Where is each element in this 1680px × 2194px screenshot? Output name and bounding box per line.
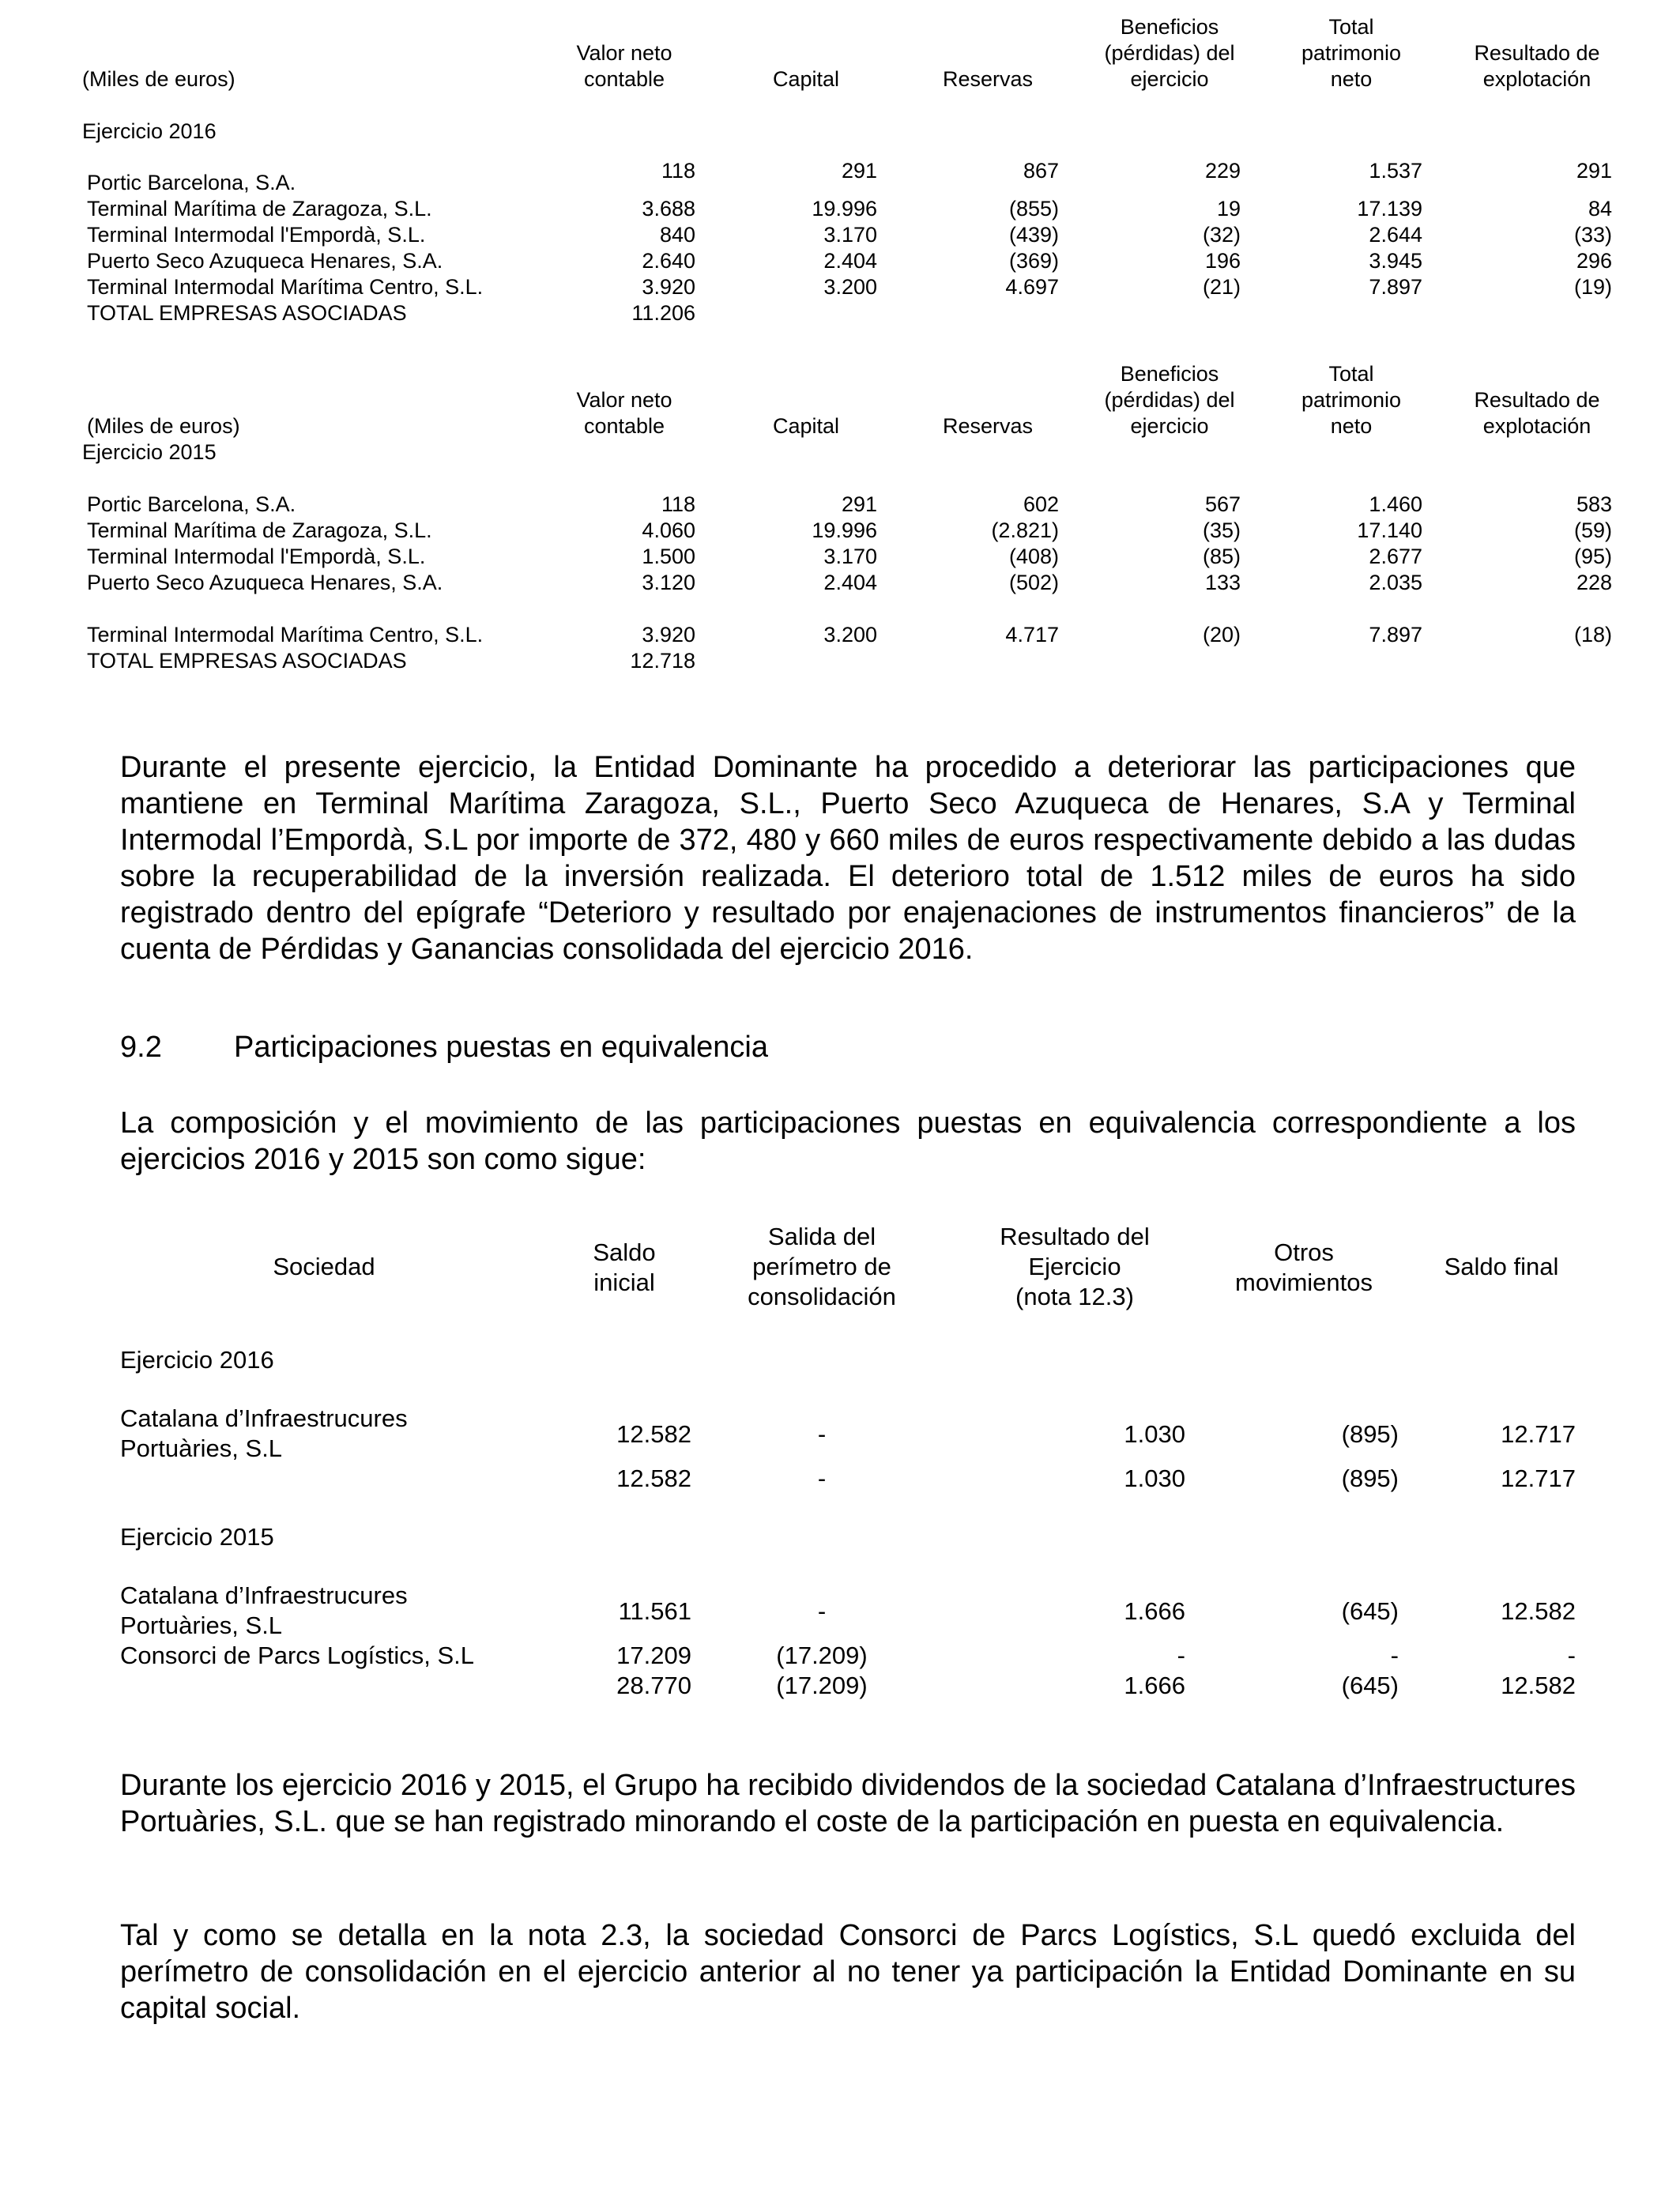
cell-value: -: [1567, 1642, 1576, 1669]
year-label: Ejercicio 2015: [82, 440, 217, 464]
header-total-patrimonio: [1272, 14, 1430, 92]
name-line: Catalana d’Infraestrucures: [120, 1581, 408, 1609]
header-line: Saldo: [593, 1238, 656, 1266]
cell-value: (2.821): [991, 518, 1059, 542]
subtotal-value: (645): [1341, 1672, 1399, 1699]
header-line: neto: [1330, 414, 1373, 438]
header-sociedad: Sociedad: [273, 1253, 375, 1280]
company-name: Terminal Intermodal l'Empordà, S.L.: [87, 223, 426, 247]
paragraph-consolidation: Tal y como se detalla en la nota 2.3, la sociedad Consorci de Parcs Logístics, S.L quedó excluida del perímetro de consolidación en el ejercicio anterior al no tener ya participación la Entidad Dominante en su capital social.: [120, 1919, 1576, 2025]
cell-value: 2.404: [823, 249, 877, 273]
cell-value: 2.640: [642, 249, 695, 273]
paragraph-impairment: Durante el presente ejercicio, la Entidad Dominante ha procedido a deteriorar las participaciones que mantiene en Terminal Marítima Zaragoza, S.L., Puerto Seco Azuqueca de Henares, S.A y Terminal Intermodal l’Empordà, S.L por importe de 372, 480 y 660 miles de euros respectivamente debido a las dudas sobre la recuperabilidad de la inversión realizada. El deterioro total de 1.512 miles de euros ha sido registrado dentro del epígrafe “Deterioro y resultado por enajenaciones de instrumentos financieros” de la cuenta de Pérdidas y Ganancias consolidada del ejercicio 2016.: [120, 751, 1576, 966]
cell-value: (32): [1202, 223, 1241, 247]
total-value: 11.206: [631, 301, 695, 325]
cell-value: 867: [1023, 159, 1059, 183]
header-beneficios: [1083, 361, 1256, 439]
header-line: (pérdidas) del: [1104, 41, 1235, 65]
cell-value: 17.209: [616, 1642, 691, 1669]
cell-value: 1.460: [1369, 492, 1422, 516]
header-line: Valor neto: [576, 41, 672, 65]
header-saldo-inicial: [553, 1238, 695, 1298]
cell-value: (408): [1008, 545, 1059, 568]
cell-value: 84: [1588, 197, 1612, 221]
cell-value: 2.677: [1369, 545, 1422, 568]
name-line: Catalana d’Infraestrucures: [120, 1404, 408, 1432]
cell-value: 196: [1204, 249, 1241, 273]
header-line: ejercicio: [1130, 67, 1209, 91]
header-line: Resultado de: [1474, 388, 1600, 412]
header-reservas: Reservas: [942, 414, 1034, 438]
cell-value: 3.688: [642, 197, 695, 221]
company-name: Consorci de Parcs Logístics, S.L: [120, 1642, 474, 1669]
header-resultado-explotacion: [1446, 40, 1628, 92]
subtotal-value: 12.582: [616, 1465, 691, 1492]
cell-value: 2.035: [1369, 571, 1422, 594]
company-name: Portic Barcelona, S.A.: [87, 492, 296, 516]
company-name: Terminal Marítima de Zaragoza, S.L.: [87, 197, 432, 221]
header-line: Beneficios: [1120, 362, 1219, 386]
cell-value: 291: [841, 492, 877, 516]
section-title: Participaciones puestas en equivalencia: [234, 1031, 768, 1064]
cell-value: (18): [1573, 623, 1612, 647]
header-line: Resultado de: [1474, 41, 1600, 65]
cell-value: 2.644: [1369, 223, 1422, 247]
header-otros-movimientos: [1193, 1238, 1414, 1298]
subtotal-value: -: [817, 1465, 827, 1492]
header-resultado-ejercicio: [956, 1222, 1193, 1312]
cell-value: 12.717: [1501, 1420, 1576, 1448]
cell-value: 602: [1023, 492, 1059, 516]
header-line: Otros: [1274, 1238, 1334, 1266]
header-line: Resultado del: [1000, 1223, 1150, 1250]
cell-value: (21): [1202, 275, 1241, 299]
cell-value: (33): [1573, 223, 1612, 247]
header-line: Salida del: [767, 1223, 876, 1250]
cell-value: (855): [1008, 197, 1059, 221]
header-line: (nota 12.3): [1015, 1283, 1134, 1310]
header-line: (pérdidas) del: [1104, 388, 1235, 412]
subtotal-value: 1.666: [1124, 1672, 1185, 1699]
cell-value: 11.561: [618, 1597, 691, 1625]
cell-value: 2.404: [823, 571, 877, 594]
cell-value: -: [817, 1420, 827, 1448]
cell-value: (95): [1573, 545, 1612, 568]
subtotal-value: 1.030: [1124, 1465, 1185, 1492]
unit-label: (Miles de euros): [82, 67, 235, 91]
header-line: neto: [1330, 67, 1373, 91]
cell-value: 19.996: [812, 518, 877, 542]
cell-value: 118: [661, 159, 695, 183]
name-line: Portuàries, S.L: [120, 1612, 283, 1639]
cell-value: 12.582: [616, 1420, 691, 1448]
header-line: inicial: [593, 1269, 655, 1296]
unit-label: (Miles de euros): [87, 414, 240, 438]
cell-value: -: [1177, 1642, 1185, 1669]
cell-value: 3.200: [823, 623, 877, 647]
cell-value: (59): [1573, 518, 1612, 542]
cell-value: 583: [1576, 492, 1612, 516]
cell-value: -: [817, 1597, 827, 1625]
header-line: explotación: [1482, 67, 1591, 91]
cell-value: (502): [1008, 571, 1059, 594]
cell-value: 19.996: [812, 197, 877, 221]
cell-value: 228: [1576, 571, 1612, 594]
paragraph-dividends: Durante los ejercicio 2016 y 2015, el Grupo ha recibido dividendos de la sociedad Catalana d’Infraestructures Portuàries, S.L. que se han registrado minorando el coste de la participación en puesta en equivalencia.: [120, 1769, 1576, 1838]
header-line: patrimonio: [1301, 388, 1402, 412]
cell-value: 7.897: [1369, 275, 1422, 299]
header-line: Ejercicio: [1028, 1253, 1121, 1280]
header-line: patrimonio: [1301, 41, 1402, 65]
header-line: contable: [583, 414, 665, 438]
cell-value: (85): [1202, 545, 1241, 568]
cell-value: 1.030: [1124, 1420, 1185, 1448]
cell-value: 12.582: [1501, 1597, 1576, 1625]
cell-value: (17.209): [776, 1642, 868, 1669]
total-label: TOTAL EMPRESAS ASOCIADAS: [87, 649, 407, 673]
cell-value: 17.139: [1357, 197, 1422, 221]
company-name: Terminal Intermodal Marítima Centro, S.L.: [87, 623, 484, 647]
cell-value: 291: [841, 159, 877, 183]
cell-value: 19: [1216, 197, 1241, 221]
cell-value: (369): [1008, 249, 1059, 273]
header-line: Valor neto: [576, 388, 672, 412]
section-number: 9.2: [120, 1031, 162, 1064]
header-line: explotación: [1482, 414, 1591, 438]
header-capital: Capital: [772, 414, 840, 438]
cell-value: (645): [1341, 1597, 1399, 1625]
cell-value: (439): [1008, 223, 1059, 247]
cell-value: 229: [1204, 159, 1241, 183]
header-capital: Capital: [772, 67, 840, 91]
cell-value: 4.697: [1005, 275, 1059, 299]
cell-value: 1.666: [1124, 1597, 1185, 1625]
cell-value: (20): [1202, 623, 1241, 647]
cell-value: -: [1390, 1642, 1399, 1669]
cell-value: 133: [1204, 571, 1241, 594]
cell-value: 3.170: [823, 545, 877, 568]
total-value: 12.718: [630, 649, 695, 673]
cell-value: 3.200: [823, 275, 877, 299]
subtotal-value: 28.770: [616, 1672, 691, 1699]
cell-value: 296: [1576, 249, 1612, 273]
cell-value: 3.945: [1369, 249, 1422, 273]
header-line: Total: [1328, 15, 1374, 39]
header-line: perímetro de: [752, 1253, 891, 1280]
year-label: Ejercicio 2016: [82, 119, 217, 143]
cell-value: 840: [659, 223, 695, 247]
year-label: Ejercicio 2015: [120, 1523, 274, 1551]
header-beneficios: [1083, 14, 1256, 92]
header-line: consolidación: [748, 1283, 896, 1310]
total-label: TOTAL EMPRESAS ASOCIADAS: [87, 301, 407, 325]
cell-value: 3.920: [642, 275, 695, 299]
header-valor-neto: [537, 40, 711, 92]
company-name: Portic Barcelona, S.A.: [87, 171, 296, 194]
header-salida-perimetro: [711, 1222, 932, 1312]
cell-value: 3.120: [642, 571, 695, 594]
cell-value: 291: [1576, 159, 1612, 183]
header-total-patrimonio: [1272, 361, 1430, 439]
header-line: Total: [1328, 362, 1374, 386]
cell-value: (35): [1202, 518, 1241, 542]
company-name: Puerto Seco Azuqueca Henares, S.A.: [87, 571, 443, 594]
paragraph-composition: La composición y el movimiento de las participaciones puestas en equivalencia correspondiente a los ejercicios 2016 y 2015 son como sigue:: [120, 1106, 1576, 1176]
header-reservas: Reservas: [942, 67, 1034, 91]
cell-value: 17.140: [1357, 518, 1422, 542]
cell-value: 4.060: [642, 518, 695, 542]
header-line: contable: [583, 67, 665, 91]
header-line: ejercicio: [1130, 414, 1209, 438]
cell-value: (19): [1573, 275, 1612, 299]
company-name: [120, 1404, 408, 1464]
company-name: Terminal Intermodal Marítima Centro, S.L.: [87, 275, 484, 299]
header-valor-neto: [537, 387, 711, 439]
name-line: Portuàries, S.L: [120, 1434, 283, 1462]
year-label: Ejercicio 2016: [120, 1346, 274, 1374]
company-name: Terminal Intermodal l'Empordà, S.L.: [87, 545, 426, 568]
subtotal-value: (895): [1341, 1465, 1399, 1492]
cell-value: 118: [661, 492, 695, 516]
header-line: Beneficios: [1120, 15, 1219, 39]
subtotal-value: (17.209): [776, 1672, 868, 1699]
cell-value: 3.170: [823, 223, 877, 247]
subtotal-value: 12.717: [1501, 1465, 1576, 1492]
company-name: [120, 1581, 408, 1641]
header-line: movimientos: [1235, 1269, 1373, 1296]
header-resultado-explotacion: [1446, 387, 1628, 439]
company-name: Terminal Marítima de Zaragoza, S.L.: [87, 518, 432, 542]
cell-value: 1.500: [642, 545, 695, 568]
cell-value: 7.897: [1369, 623, 1422, 647]
header-saldo-final: Saldo final: [1444, 1253, 1559, 1280]
company-name: Puerto Seco Azuqueca Henares, S.A.: [87, 249, 443, 273]
cell-value: 1.537: [1369, 159, 1422, 183]
cell-value: 3.920: [642, 623, 695, 647]
cell-value: 4.717: [1005, 623, 1059, 647]
cell-value: 567: [1204, 492, 1241, 516]
cell-value: (895): [1341, 1420, 1399, 1448]
subtotal-value: 12.582: [1501, 1672, 1576, 1699]
